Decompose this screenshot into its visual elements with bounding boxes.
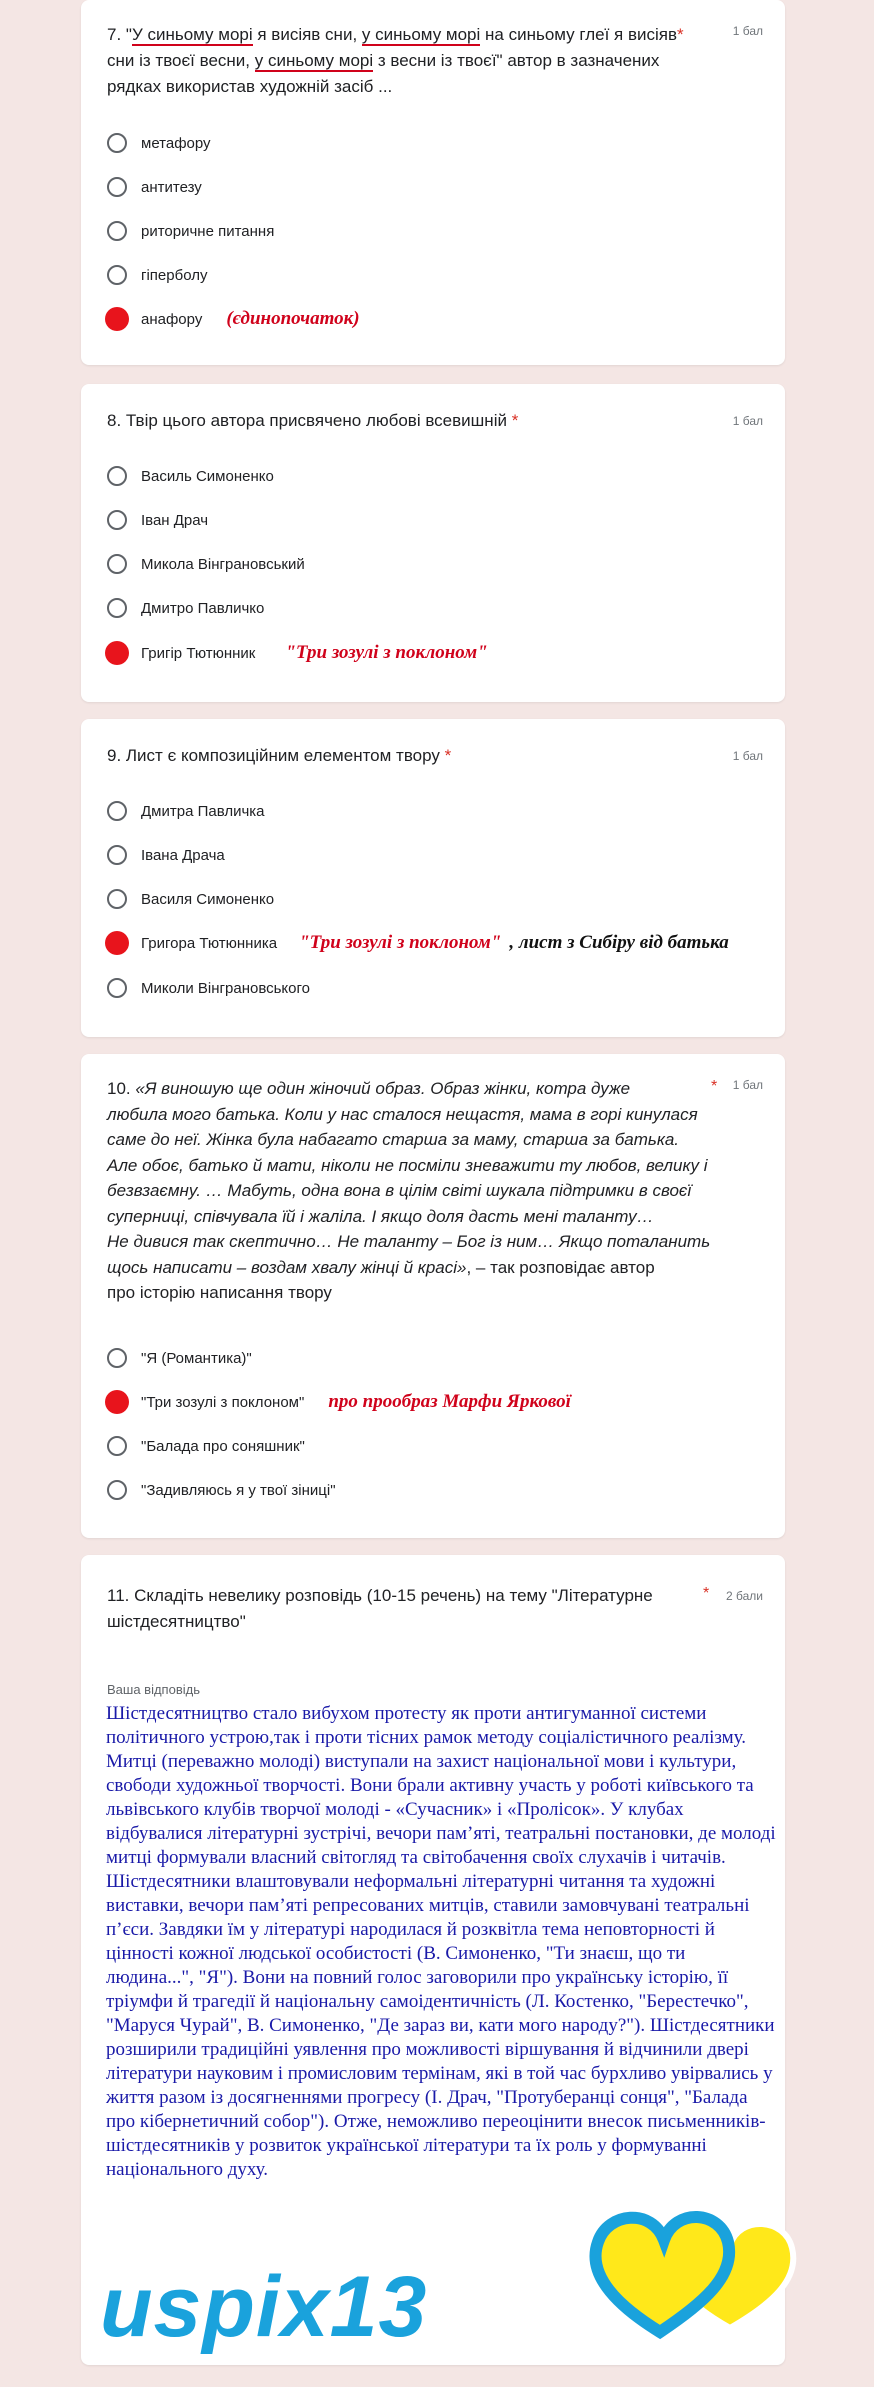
radio-button[interactable]: [107, 221, 127, 241]
option-metaphor[interactable]: метафору: [107, 130, 211, 156]
radio-button[interactable]: [107, 845, 127, 865]
option-balada[interactable]: "Балада про соняшник": [107, 1433, 305, 1459]
question-card-9: [81, 719, 785, 1037]
option-drach[interactable]: Іван Драч: [107, 507, 208, 533]
radio-button-selected[interactable]: [105, 641, 129, 665]
option-dracha[interactable]: Івана Драча: [107, 842, 225, 868]
watermark-logo: uspix13: [100, 2259, 428, 2355]
option-vingranovskoho[interactable]: Миколи Вінграновського: [107, 975, 310, 1001]
points-label: 1 бал: [732, 1078, 763, 1092]
handwritten-note: (єдинопочаток): [226, 308, 360, 329]
handwritten-note: "Три зозулі з поклоном": [299, 932, 502, 953]
radio-button[interactable]: [107, 510, 127, 530]
radio-button[interactable]: [107, 177, 127, 197]
heart-logo-icon: [580, 2200, 810, 2340]
option-anaphora[interactable]: анафору (єдинопочаток): [107, 306, 360, 332]
handwritten-note-2: , лист з Сибіру від батька: [509, 932, 729, 953]
radio-button[interactable]: [107, 1436, 127, 1456]
points-label: 1 бал: [732, 24, 763, 38]
handwritten-note: "Три зозулі з поклоном": [285, 642, 488, 663]
option-symonenko[interactable]: Василь Симоненко: [107, 463, 274, 489]
option-pavlychko[interactable]: Дмитро Павличко: [107, 595, 264, 621]
radio-button[interactable]: [107, 466, 127, 486]
required-mark: *: [711, 1078, 718, 1095]
question-title: 7. "У синьому морі я висіяв сни, у синьому морі на синьому глеї я висіяв* сни із твоєї весни, у синьому морі з весни із твоєї" автор в зазначених рядках використав художній засіб ...: [107, 25, 684, 96]
option-pavlychka[interactable]: Дмитра Павличка: [107, 798, 265, 824]
question-title: 9. Лист є композиційним елементом твору *: [107, 746, 452, 765]
question-card-8: [81, 384, 785, 702]
points-label: 2 бали: [726, 1589, 763, 1603]
option-rhetorical-question[interactable]: риторичне питання: [107, 218, 274, 244]
radio-button[interactable]: [107, 554, 127, 574]
question-title: 11. Складіть невелику розповідь (10-15 речень) на тему "Літературне шістдесятництво": [107, 1586, 653, 1631]
option-tiutiunnyk[interactable]: Григір Тютюнник "Три зозулі з поклоном": [107, 640, 488, 666]
answer-textarea[interactable]: Шістдесятництво стало вибухом протесту як проти антигуманної системи політичного устрою,так і проти тісних рамок методу соціалістичного реалізму. Митці (переважно молоді) виступали на захист національної мови і культури, свободи художньої творчості. Вони брали активну участь у роботі київського та львівського клубів творчої молоді - «Сучасник» і «Пролісок». У клубах відбувалися літературні зустрічі, вечори пам’яті, театральні постановки, де молоді митці формували власний світогляд та світобачення своїх слухачів і читачів. Шістдесятники влаштовували неформальні літературні читання та художні виставки, вечори пам’яті репресованих митців, ставили замовчувані театральні п’єси. Завдяки їм у літературі народилася й розквітла тема неповторності й цінності кожної людської особистості (В. Симоненко, "Ти знаєш, що ти людина...", "Я"). Вони на повний голос заговорили про українську історію, її тріумфи й трагедії й національну самоідентичність (Л. Костенко, "Берестечко", "Маруся Чурай", В. Симоненко, "Де зараз ви, кати мого народу?"). Шістдесятники розширили традиційні уявлення про можливості віршування й відчинили двері літератури науковим і промисловим термінам, які в той час бурхливо увірвались у життя разом із досягненнями прогресу (І. Драч, "Протуберанці сонця", "Балада про кібернетичний собор"). Отже, неможливо переоцінити внесок письменників-шістдесятників у розвиток української літератури та їх роль у формуванні національного духу.: [106, 1703, 776, 2180]
radio-button[interactable]: [107, 801, 127, 821]
radio-button-selected[interactable]: [105, 307, 129, 331]
option-vingranovskyi[interactable]: Микола Вінграновський: [107, 551, 305, 577]
question-title: 8. Твір цього автора присвячено любові всевишній *: [107, 411, 519, 430]
option-symonenko[interactable]: Василя Симоненко: [107, 886, 274, 912]
radio-button[interactable]: [107, 133, 127, 153]
required-mark: *: [703, 1585, 710, 1602]
option-romantyka[interactable]: "Я (Романтика)": [107, 1345, 252, 1371]
radio-button-selected[interactable]: [105, 1390, 129, 1414]
radio-button[interactable]: [107, 1480, 127, 1500]
handwritten-note: про прообраз Марфи Яркової: [328, 1391, 571, 1412]
option-try-zozuli[interactable]: "Три зозулі з поклоном" про прообраз Марфи Яркової: [107, 1389, 571, 1415]
option-zadyvliaius[interactable]: "Задивляюсь я у твої зіниці": [107, 1477, 336, 1503]
radio-button[interactable]: [107, 978, 127, 998]
option-hyperbole[interactable]: гіперболу: [107, 262, 207, 288]
points-label: 1 бал: [732, 749, 763, 763]
option-tiutiunnyka[interactable]: Григора Тютюнника "Три зозулі з поклоном" , лист з Сибіру від батька: [107, 930, 729, 956]
question-title: 10. «Я виношую ще один жіночий образ. Образ жінки, котра дуже любила мого батька. Коли у нас сталося нещастя, мама в горі кинулася саме до неї. Жінка була набагато старша за маму, старша за батька. Але обоє, батько й мати, ніколи не посміли зневажити ту любов, велику і безвзаємну. … Мабуть, одна вона в цілім світі шукала підтримки в своєї суперниці, співчувала їй і жаліла. І якщо доля дасть мені таланту… Не дивися так скептично… Не таланту – Бог із ним… Якщо поталанить щось написати – воздам хвалу жінці й красі», – так розповідає автор про історію написання твору: [107, 1079, 711, 1302]
radio-button[interactable]: [107, 1348, 127, 1368]
radio-button[interactable]: [107, 265, 127, 285]
points-label: 1 бал: [732, 414, 763, 428]
radio-button[interactable]: [107, 889, 127, 909]
radio-button[interactable]: [107, 598, 127, 618]
question-card-10: [81, 1054, 785, 1538]
question-card-7: [81, 0, 785, 365]
radio-button-selected[interactable]: [105, 931, 129, 955]
option-antithesis[interactable]: антитезу: [107, 174, 202, 200]
answer-label: Ваша відповідь: [107, 1682, 200, 1697]
